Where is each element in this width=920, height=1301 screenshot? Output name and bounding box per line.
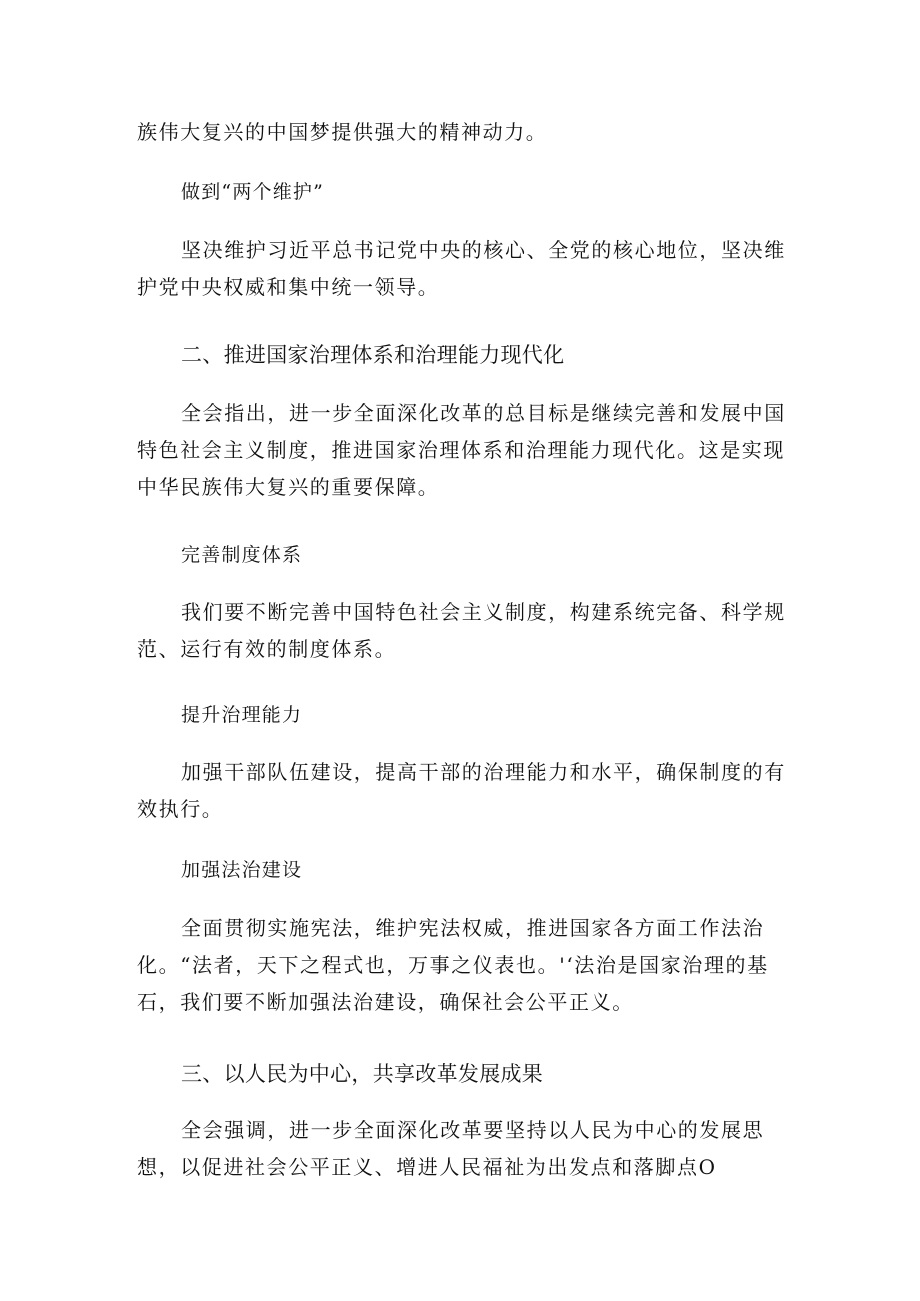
paragraph-governance: 全会指出，进一步全面深化改革的总目标是继续完善和发展中国特色社会主义制度，推进国家治理体系和治理能力现代化。这是实现中华民族伟大复兴的重要保障。 (137, 401, 786, 499)
subheading-system: 完善制度体系 (181, 544, 303, 566)
section-heading-two: 二、推进国家治理体系和治理能力现代化 (181, 343, 565, 367)
paragraph-two-maintain: 坚决维护习近平总书记党中央的核心、全党的核心地位，坚决维护党中央权威和集中统一领导。 (137, 238, 786, 299)
section-heading-three: 三、以人民为中心，共享改革发展成果 (181, 1062, 544, 1086)
paragraph-capacity: 加强干部队伍建设，提高干部的治理能力和水平，确保制度的有效执行。 (137, 760, 786, 821)
paragraph-law: 全面贯彻实施宪法，维护宪法权威，推进国家各方面工作法治化。“法者，天下之程式也，万事之仪表也。'‘法治是国家治理的基石，我们要不断加强法治建设，确保社会公平正义。 (137, 916, 769, 1014)
paragraph-people-centered: 全会强调，进一步全面深化改革要坚持以人民为中心的发展思想，以促进社会公平正义、增进人民福祉为出发点和落脚点O (137, 1118, 765, 1179)
subheading-capacity: 提升治理能力 (181, 704, 303, 726)
subheading-two-maintain: 做到“两个维护” (181, 181, 325, 203)
paragraph-system: 我们要不断完善中国特色社会主义制度，构建系统完备、科学规范、运行有效的制度体系。 (137, 600, 786, 661)
paragraph-intro-tail: 族伟大复兴的中国梦提供强大的精神动力。 (137, 120, 548, 144)
subheading-law: 加强法治建设 (181, 859, 303, 881)
